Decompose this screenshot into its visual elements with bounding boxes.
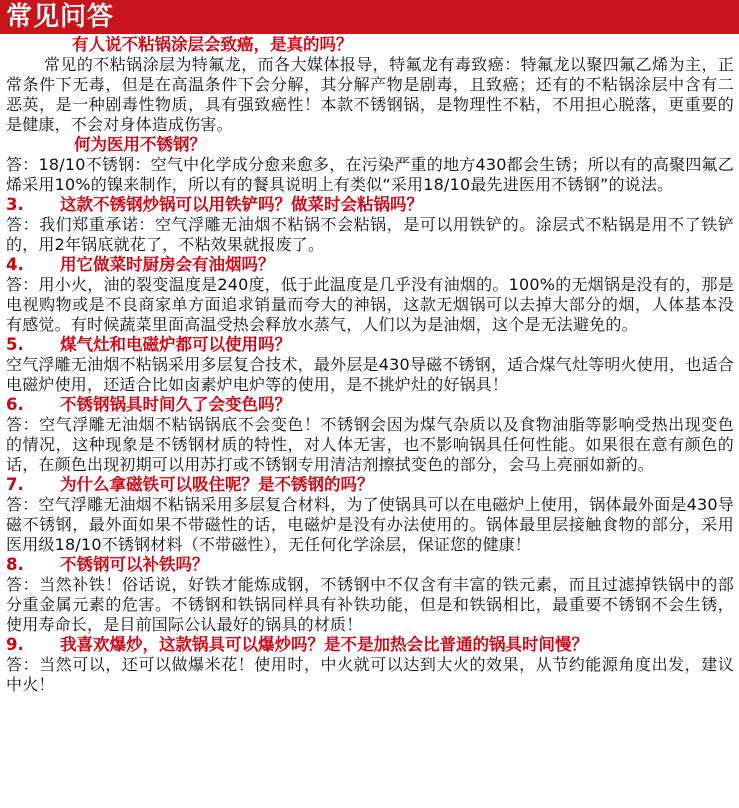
faq-answer-3: 答：我们郑重承诺：空气浮雕无油烟不粘锅不会粘锅，是可以用铁铲的。涂层式不粘锅是用不了铁铲的，用2年锅底就花了，不粘效果就报废了。 (6, 215, 734, 254)
faq-question-3: 3. 这款不锈钢炒锅可以用铁铲吗？做菜时会粘锅吗？ (6, 195, 423, 214)
faq-question-6: 6. 不锈钢锅具时间久了会变色吗？ (6, 395, 291, 414)
faq-question-2: 何为医用不锈钢？ (74, 135, 206, 154)
faq-number: 3. (6, 195, 24, 214)
page-title: 常见问答 (6, 2, 115, 32)
faq-number: 9. (6, 635, 24, 654)
faq-number: 5. (6, 335, 24, 354)
faq-number: 8. (6, 555, 24, 574)
faq-answer-8: 答：当然补铁！俗话说，好铁才能炼成钢，不锈钢中不仅含有丰富的铁元素，而且过滤掉铁锅中的部分重金属元素的危害。不锈钢和铁锅同样具有补铁功能，但是和铁锅相比，最重要不锈钢不会生锈，使用寿命长，是目前国际公认最好的锅具的材质！ (6, 575, 734, 634)
faq-answer-5: 空气浮雕无油烟不粘锅采用多层复合技术，最外层是430导磁不锈钢，适合煤气灶等明火使用，也适合电磁炉使用，还适合比如卤素炉电炉等的使用，是不挑炉灶的好锅具！ (6, 355, 734, 394)
faq-number: 4. (6, 255, 24, 274)
page-header (0, 0, 739, 34)
faq-number: 7. (6, 475, 24, 494)
faq-answer-9: 答：当然可以，还可以做爆米花！使用时，中火就可以达到大火的效果，从节约能源角度出发，建议中火！ (6, 655, 734, 694)
faq-list (6, 35, 734, 695)
faq-number: 6. (6, 395, 24, 414)
faq-question-8: 8. 不锈钢可以补铁吗？ (6, 555, 209, 574)
faq-answer-4: 答：用小火，油的裂变温度是240度，低于此温度是几乎没有油烟的。100%的无烟锅是没有的，那是电视购物或是不良商家单方面追求销量而夸大的神锅，这款无烟锅可以去掉大部分的烟，人体基本没有感觉。有时候蔬菜里面高温受热会释放水蒸气，人们以为是油烟，这个是无法避免的。 (6, 275, 734, 334)
faq-question-4: 4. 用它做菜时厨房会有油烟吗？ (6, 255, 275, 274)
faq-answer-2: 答：18/10不锈钢：空气中化学成分愈来愈多，在污染严重的地方430都会生锈；所以有的高聚四氟乙烯采用10%的镍来制作，所以有的餐具说明上有类似“采用18/10最先进医用不锈钢”的说法。 (6, 155, 734, 194)
faq-question-9: 9. 我喜欢爆炒，这款锅具可以爆炒吗？是不是加热会比普通的锅具时间慢？ (6, 635, 588, 654)
faq-answer-6: 答：空气浮雕无油烟不粘锅锅底不会变色！不锈钢会因为煤气杂质以及食物油脂等影响受热出现变色的情况，这种现象是不锈钢材质的特性，对人体无害，也不影响锅具任何性能。如果很在意有颜色的话，在颜色出现初期可以用苏打或不锈钢专用清洁剂擦拭变色的部分，会马上亮丽如新的。 (6, 415, 734, 474)
faq-question-5: 5. 煤气灶和电磁炉都可以使用吗？ (6, 335, 291, 354)
faq-question-1: 有人说不粘锅涂层会致癌，是真的吗？ (72, 35, 353, 54)
faq-answer-7: 答：空气浮雕无油烟不粘锅采用多层复合材料，为了使锅具可以在电磁炉上使用，锅体最外面是430导磁不锈钢，最外面如果不带磁性的话，电磁炉是没有办法使用的。锅体最里层接触食物的部分，采用医用级18/10不锈钢材料（不带磁性），无任何化学涂层，保证您的健康！ (6, 495, 734, 554)
faq-answer-1: 常见的不粘锅涂层为特氟龙，而各大媒体报导，特氟龙有毒致癌：特氟龙以聚四氟乙烯为主，正常条件下无毒，但是在高温条件下会分解，其分解产物是剧毒，且致癌；还有的不粘锅涂层中含有二恶英，是一种剧毒性物质，具有强致癌性！本款不锈钢锅，是物理性不粘，不用担心脱落，更重要的是健康，不会对身体造成伤害。 (6, 55, 734, 134)
faq-question-7: 7. 为什么拿磁铁可以吸住呢？是不锈钢的吗？ (6, 475, 374, 494)
